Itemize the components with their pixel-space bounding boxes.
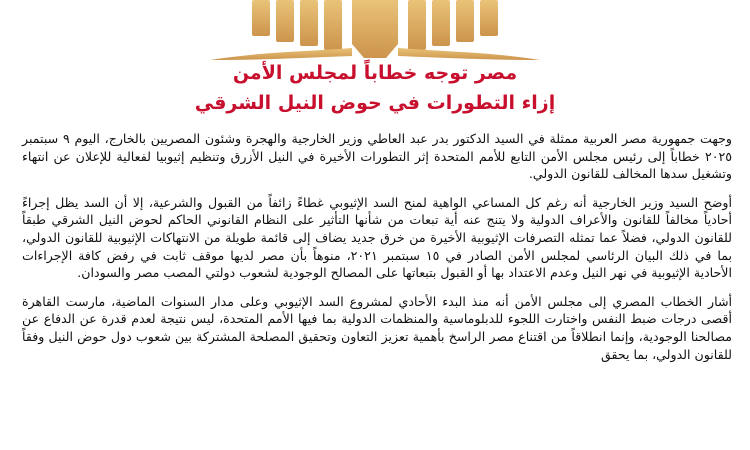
article-paragraph-2: أوضح السيد وزير الخارجية أنه رغم كل المساعي الواهية لمنح السد الإثيوبي غطاءً زائفاً من القبول والشرعية، إلا أن السد يظل إجراءً أحادياً مخالفاً للقانون والأعراف الدولية ولا يتنج عنه أية تبعات من شأنها التأثير على النظام القانوني الحاكم لحوض النيل الشرقي طبقاً للقانون الدولي، فضلاً عما تمثله التصرفات الإثيوبية الأخيرة من خرق جديد يضاف إلى قائمة طويلة من الانتهاكات الإثيوبية للقانون الدولي، بما في ذلك البيان الرئاسي لمجلس الأمن الصادر في ١٥ سبتمبر ٢٠٢١، منوهاً بأن مصر لديها موقف ثابت في رفض كافة الإجراءات الأحادية الإثيوبية في نهر النيل وعدم الاعتداد بها أو القبول بتبعاتها على المصالح الوجودية لشعوب دولتي المصب مصر والسودان. <box>22 194 733 281</box>
article-paragraph-3: أشار الخطاب المصري إلى مجلس الأمن أنه منذ البدء الأحادي لمشروع السد الإثيوبي وعلى مدار السنوات الماضية، مارست القاهرة أقصى درجات ضبط النفس واختارت اللجوء للدبلوماسية والمنظمات الدولية بما فيها الأمم المتحدة، ليس نتيجة لعدم قدرة عن الدفاع عن مصالحنا الوجودية، وإنما انطلاقاً من اقتناع مصر الراسخ بأهمية تعزيز التعاون وتحقيق المصلحة المشتركة بين شعوب دول حوض النيل وفقاً للقانون الدولي، بما يحقق <box>22 293 732 362</box>
eagle-emblem-icon <box>0 0 750 60</box>
article-body <box>22 130 732 374</box>
headline-line-1: مصر توجه خطاباً لمجلس الأمن <box>232 62 518 84</box>
headline <box>0 58 750 118</box>
article-paragraph-1: وجهت جمهورية مصر العربية ممثلة في السيد الدكتور بدر عبد العاطي وزير الخارجية والهجرة وشئون المصريين بالخارج، اليوم ٩ سبتمبر ٢٠٢٥ خطاباً إلى رئيس مجلس الأمن التابع للأمم المتحدة إثر التطورات الأخيرة في النيل الأزرق وتنظيم إثيوبيا لفعالية للإعلان عن انتهاء وتشغيل سدها المخالف للقانون الدولي. <box>22 131 733 182</box>
headline-line-2: إزاء التطورات في حوض النيل الشرقي <box>194 92 556 114</box>
